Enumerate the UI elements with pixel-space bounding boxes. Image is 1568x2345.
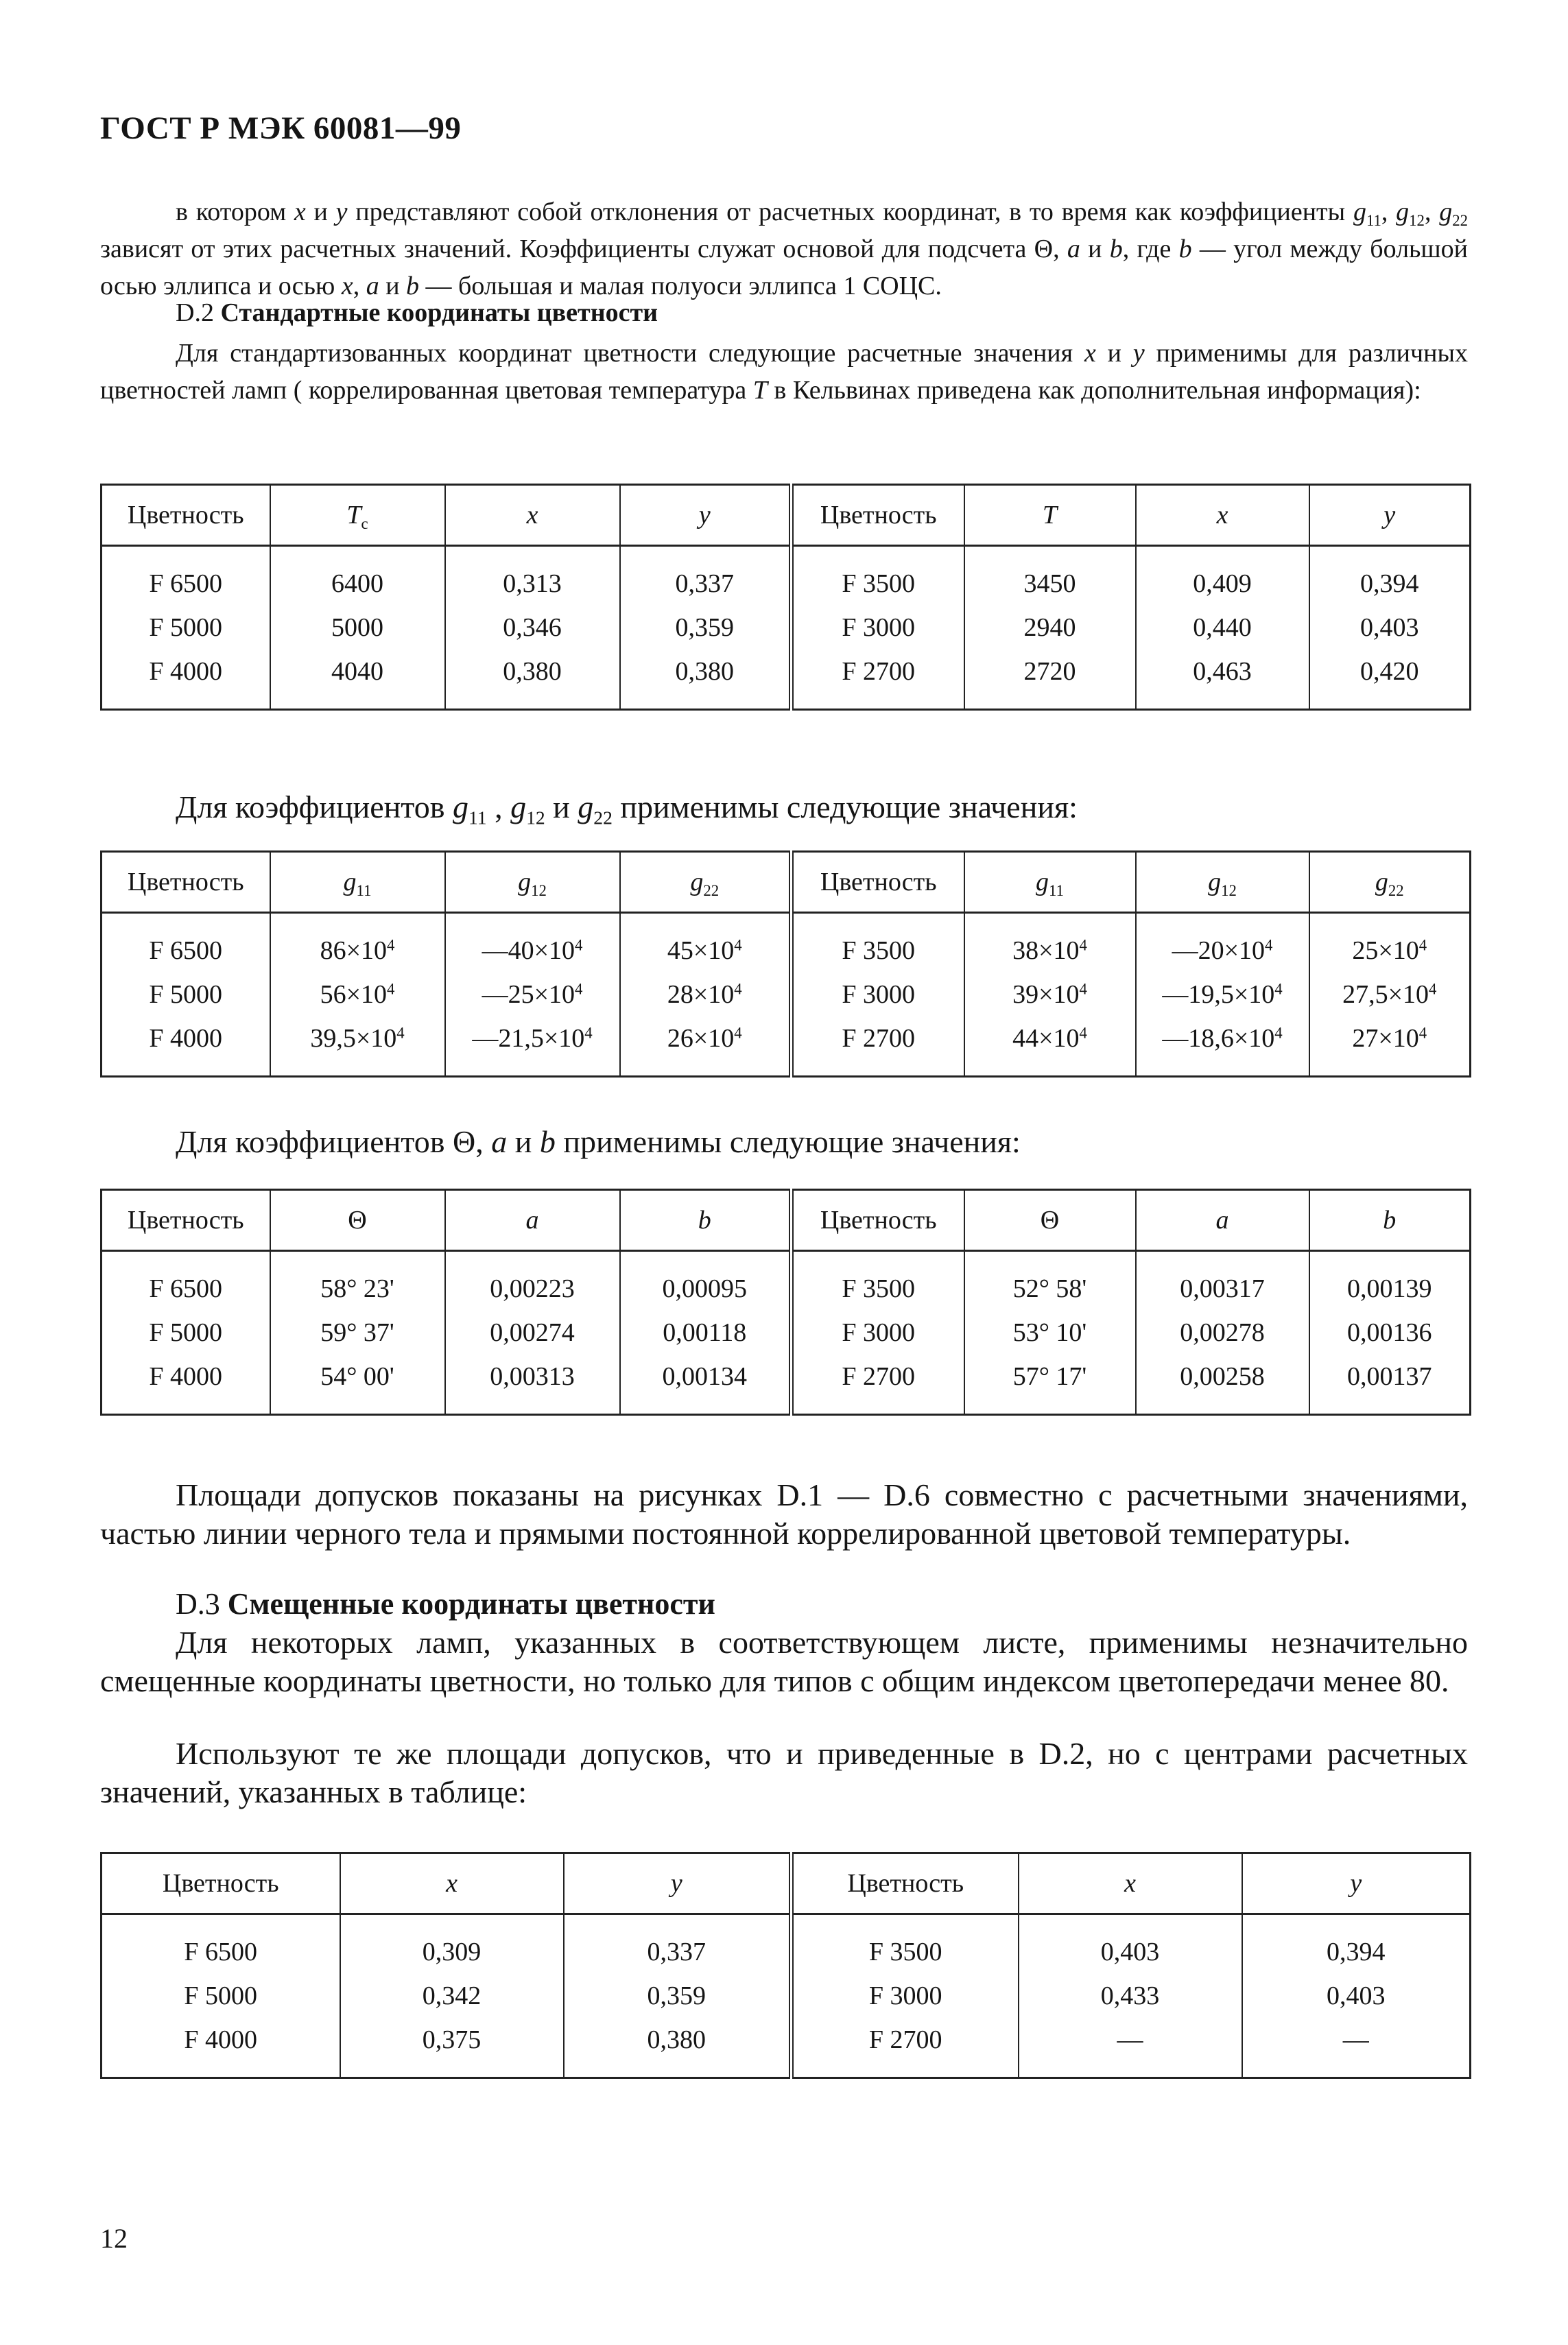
table-cell: F 2700: [792, 2018, 1019, 2078]
coefficients-g-lead: Для коэффициентов $g_{11}$ , $g_{12}$ и $g_{22}$ применимы следующие значения:: [176, 789, 1078, 829]
table-cell: F 5000: [102, 1974, 340, 2018]
col-header-a: a: [445, 1190, 620, 1251]
col-header-b: b: [620, 1190, 792, 1251]
col-header-chromaticity: Цветность: [792, 1190, 964, 1251]
table-cell: $27,5\times 10^4$: [1309, 973, 1471, 1016]
col-header-b: b: [1309, 1190, 1471, 1251]
table-cell: F 3000: [792, 606, 964, 650]
table-cell: F 4000: [102, 1016, 270, 1077]
table-cell: 0,440: [1136, 606, 1309, 650]
section-d3-paragraph-2: Используют те же площади допусков, что и приведенные в D.2, но с центрами расчетных значений, указанных в таблице:: [100, 1736, 1468, 1809]
table-row: [102, 1974, 1471, 2018]
table-cell: F 5000: [102, 606, 270, 650]
table-cell: 0,403: [1242, 1974, 1471, 2018]
col-header-g22: $g_{22}$: [620, 852, 792, 913]
table-cell: 4040: [270, 650, 445, 710]
table-cell: $86\times 10^4$: [270, 913, 445, 973]
table-header-row: [102, 485, 1471, 546]
table-cell: $28\times 10^4$: [620, 973, 792, 1016]
tolerance-areas-paragraph: Площади допусков показаны на рисунках D.1 — D.6 совместно с расчетными значениями, частью линии черного тела и прямыми постоянной коррелированной цветовой температуры.: [100, 1477, 1468, 1551]
table-cell: F 3500: [792, 546, 964, 606]
col-header-g11: $g_{11}$: [964, 852, 1136, 913]
col-header-x: x: [1019, 1853, 1242, 1914]
table-cell: F 4000: [102, 1355, 270, 1415]
col-header-chromaticity: Цветность: [102, 852, 270, 913]
col-header-chromaticity: Цветность: [792, 1853, 1019, 1914]
table-cell: $56\times 10^4$: [270, 973, 445, 1016]
col-header-y: y: [564, 1853, 792, 1914]
table-header-row: [102, 1853, 1471, 1914]
col-header-theta: Θ: [270, 1190, 445, 1251]
table-cell: F 4000: [102, 2018, 340, 2078]
table-cell: $26\times 10^4$: [620, 1016, 792, 1077]
table-cell: $45\times 10^4$: [620, 913, 792, 973]
col-header-chromaticity: Цветность: [792, 485, 964, 546]
table-cell: 0,00134: [620, 1355, 792, 1415]
col-header-y: y: [1242, 1853, 1471, 1914]
col-header-x: x: [1136, 485, 1309, 546]
table-theta-coefficients: [100, 1189, 1471, 1416]
col-header-x: x: [340, 1853, 564, 1914]
table-cell: 0,00136: [1309, 1311, 1471, 1355]
table-cell: $39\times 10^4$: [964, 973, 1136, 1016]
table-cell: 57° 17': [964, 1355, 1136, 1415]
table-cell: 0,433: [1019, 1974, 1242, 2018]
table-row: [102, 606, 1471, 650]
table-cell: $39,5\times 10^4$: [270, 1016, 445, 1077]
table-cell: 0,342: [340, 1974, 564, 2018]
table-cell: —: [1019, 2018, 1242, 2078]
table-cell: 5000: [270, 606, 445, 650]
table-cell: $38\times 10^4$: [964, 913, 1136, 973]
table-cell: F 3000: [792, 973, 964, 1016]
table-cell: 0,00278: [1136, 1311, 1309, 1355]
table-cell: F 6500: [102, 1914, 340, 1975]
col-header-chromaticity: Цветность: [102, 1190, 270, 1251]
col-header-g22: $g_{22}$: [1309, 852, 1471, 913]
table-cell: 0,00274: [445, 1311, 620, 1355]
table-cell: 52° 58': [964, 1251, 1136, 1311]
table-cell: 54° 00': [270, 1355, 445, 1415]
table-cell: $—18,6\times 10^4$: [1136, 1016, 1309, 1077]
table-cell: F 3500: [792, 1251, 964, 1311]
table-cell: $—20\times 10^4$: [1136, 913, 1309, 973]
table-cell: $44\times 10^4$: [964, 1016, 1136, 1077]
table-row: [102, 546, 1471, 606]
table-header-row: [102, 852, 1471, 913]
table-cell: $—19,5\times 10^4$: [1136, 973, 1309, 1016]
table-row: [102, 650, 1471, 710]
table-cell: 6400: [270, 546, 445, 606]
table-cell: $25\times 10^4$: [1309, 913, 1471, 973]
table-cell: 0,394: [1242, 1914, 1471, 1975]
section-d3-paragraph-1: Для некоторых ламп, указанных в соответствующем листе, применимы незначительно смещенные координаты цветности, но только для типов с общим индексом цветопередачи менее 80.: [100, 1625, 1468, 1698]
table-cell: —: [1242, 2018, 1471, 2078]
table-cell: 0,313: [445, 546, 620, 606]
table-cell: 58° 23': [270, 1251, 445, 1311]
table-cell: 0,359: [564, 1974, 792, 2018]
table-standard-coordinates: [100, 484, 1471, 711]
table-cell: 0,00095: [620, 1251, 792, 1311]
table-cell: F 4000: [102, 650, 270, 710]
table-cell: 0,359: [620, 606, 792, 650]
table-cell: 0,00118: [620, 1311, 792, 1355]
table-cell: 0,00258: [1136, 1355, 1309, 1415]
table-cell: F 2700: [792, 1355, 964, 1415]
col-header-chromaticity: Цветность: [102, 1853, 340, 1914]
col-header-chromaticity: Цветность: [792, 852, 964, 913]
table-cell: 0,00317: [1136, 1251, 1309, 1311]
table-cell: 0,337: [564, 1914, 792, 1975]
table-cell: 0,337: [620, 546, 792, 606]
table-cell: F 3500: [792, 1914, 1019, 1975]
table-row: [102, 1311, 1471, 1355]
table-row: [102, 1355, 1471, 1415]
table-cell: F 6500: [102, 546, 270, 606]
col-header-g12: $g_{12}$: [1136, 852, 1309, 913]
col-header-tc: $T_c$: [270, 485, 445, 546]
table-row: [102, 2018, 1471, 2078]
table-cell: 0,00313: [445, 1355, 620, 1415]
table-cell: 0,380: [564, 2018, 792, 2078]
table-cell: 0,00139: [1309, 1251, 1471, 1311]
table-g-coefficients: [100, 850, 1471, 1078]
col-header-a: a: [1136, 1190, 1309, 1251]
table-cell: F 6500: [102, 913, 270, 973]
table-cell: $27\times 10^4$: [1309, 1016, 1471, 1077]
table-cell: 2720: [964, 650, 1136, 710]
table-cell: 0,375: [340, 2018, 564, 2078]
col-header-x: x: [445, 485, 620, 546]
table-shifted-coordinates: [100, 1852, 1471, 2079]
table-cell: 0,463: [1136, 650, 1309, 710]
table-row: [102, 973, 1471, 1016]
table-cell: 0,00137: [1309, 1355, 1471, 1415]
col-header-theta: Θ: [964, 1190, 1136, 1251]
col-header-chromaticity: Цветность: [102, 485, 270, 546]
table-cell: F 5000: [102, 1311, 270, 1355]
table-cell: 0,380: [445, 650, 620, 710]
table-cell: 0,346: [445, 606, 620, 650]
table-cell: 3450: [964, 546, 1136, 606]
section-d2-paragraph: Для стандартизованных координат цветности следующие расчетные значения x и y применимы для различных цветностей ламп ( коррелированная цветовая температура T в Кельвинах приведена как дополнительная информация):: [100, 339, 1468, 405]
table-cell: F 2700: [792, 1016, 964, 1077]
page-number: 12: [100, 2223, 128, 2254]
table-cell: F 2700: [792, 650, 964, 710]
table-cell: F 6500: [102, 1251, 270, 1311]
table-row: [102, 913, 1471, 973]
table-cell: 59° 37': [270, 1311, 445, 1355]
intro-paragraph: в котором x и y представляют собой отклонения от расчетных координат, в то время как коэффициенты $g_{11}$, $g_{12}$, $g_{22}$ зависят от этих расчетных значений. Коэффициенты служат основой для подсчета Θ, a и b, где b — угол между большой осью эллипса и осью x, a и b — большая и малая полуоси эллипса 1 СОЦС.: [100, 198, 1469, 300]
table-cell: 0,403: [1309, 606, 1471, 650]
table-cell: 0,380: [620, 650, 792, 710]
col-header-g11: $g_{11}$: [270, 852, 445, 913]
table-cell: F 3500: [792, 913, 964, 973]
section-d2-heading: D.2 Стандартные координаты цветности: [176, 298, 658, 327]
col-header-y: y: [1309, 485, 1471, 546]
table-row: [102, 1251, 1471, 1311]
section-d3-heading: D.3 Смещенные координаты цветности: [176, 1587, 715, 1621]
document-standard-header: ГОСТ Р МЭК 60081—99: [100, 110, 462, 146]
table-cell: F 5000: [102, 973, 270, 1016]
table-header-row: [102, 1190, 1471, 1251]
table-cell: 0,403: [1019, 1914, 1242, 1975]
col-header-g12: $g_{12}$: [445, 852, 620, 913]
table-row: [102, 1016, 1471, 1077]
table-cell: 0,309: [340, 1914, 564, 1975]
table-cell: 0,00223: [445, 1251, 620, 1311]
table-cell: 2940: [964, 606, 1136, 650]
table-cell: 53° 10': [964, 1311, 1136, 1355]
table-cell: $—25\times 10^4$: [445, 973, 620, 1016]
table-cell: 0,409: [1136, 546, 1309, 606]
table-cell: $—40\times 10^4$: [445, 913, 620, 973]
table-cell: F 3000: [792, 1311, 964, 1355]
col-header-t: T: [964, 485, 1136, 546]
table-cell: 0,394: [1309, 546, 1471, 606]
table-cell: $—21,5\times 10^4$: [445, 1016, 620, 1077]
table-row: [102, 1914, 1471, 1975]
coefficients-theta-lead: Для коэффициентов Θ, a и b применимы следующие значения:: [176, 1124, 1021, 1159]
col-header-y: y: [620, 485, 792, 546]
table-cell: F 3000: [792, 1974, 1019, 2018]
table-cell: 0,420: [1309, 650, 1471, 710]
